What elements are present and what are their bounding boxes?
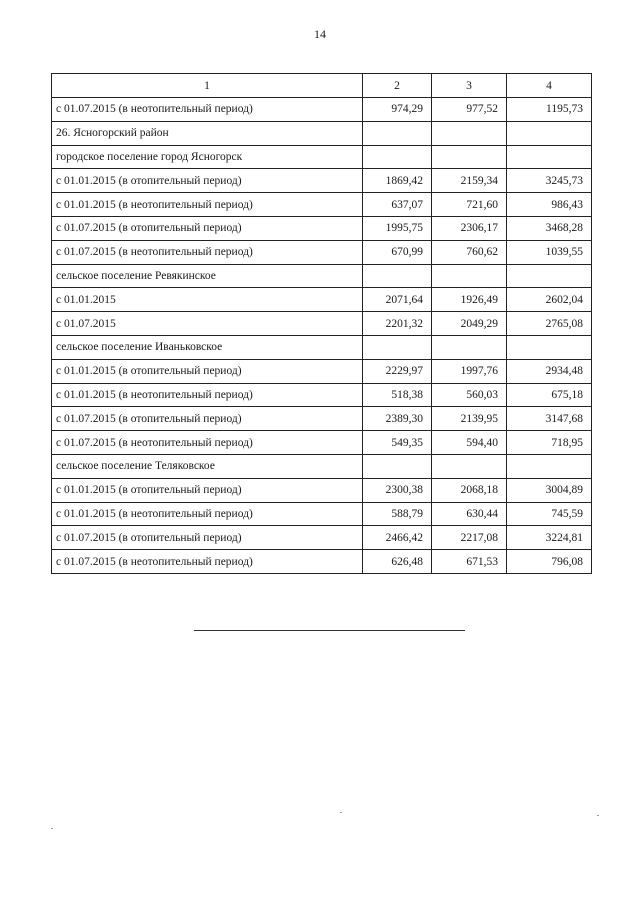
value-cell-col4 [507,335,592,359]
row-label-cell: с 01.07.2015 (в отопительный период) [52,526,363,550]
value-cell-col2: 588,79 [363,502,432,526]
column-header: 3 [432,74,507,98]
value-cell-col3: 2139,95 [432,407,507,431]
table-row [52,169,592,193]
table-row [52,216,592,240]
value-cell-col2: 2389,30 [363,407,432,431]
value-cell-col3: 2049,29 [432,312,507,336]
value-cell-col2 [363,145,432,169]
table-row [52,312,592,336]
table-body [52,98,592,574]
table-row [52,454,592,478]
scan-speck [597,815,599,816]
value-cell-col2: 670,99 [363,240,432,264]
scan-speck [51,828,53,829]
table-row [52,240,592,264]
page-number: 14 [314,27,326,41]
value-cell-col2: 1995,75 [363,216,432,240]
value-cell-col2: 626,48 [363,550,432,574]
row-label-cell: с 01.01.2015 (в отопительный период) [52,478,363,502]
value-cell-col3: 594,40 [432,431,507,455]
row-label-cell: с 01.01.2015 [52,288,363,312]
row-label-cell: с 01.01.2015 (в неотопительный период) [52,502,363,526]
value-cell-col2: 637,07 [363,193,432,217]
row-label-cell: городское поселение город Ясногорск [52,145,363,169]
value-cell-col3 [432,145,507,169]
value-cell-col2: 2229,97 [363,359,432,383]
table-row [52,359,592,383]
row-label-cell: с 01.01.2015 (в отопительный период) [52,359,363,383]
table-header-row [52,74,592,98]
value-cell-col3: 760,62 [432,240,507,264]
value-cell-col2: 2466,42 [363,526,432,550]
value-cell-col3 [432,454,507,478]
row-label-cell: сельское поселение Ревякинское [52,264,363,288]
row-label-cell: с 01.07.2015 (в отопительный период) [52,407,363,431]
row-label-cell: с 01.01.2015 (в отопительный период) [52,169,363,193]
table-row [52,383,592,407]
table-row [52,121,592,145]
table-row [52,407,592,431]
value-cell-col2 [363,454,432,478]
value-cell-col4 [507,145,592,169]
value-cell-col4: 796,08 [507,550,592,574]
value-cell-col4: 986,43 [507,193,592,217]
value-cell-col4: 745,59 [507,502,592,526]
value-cell-col2: 2201,32 [363,312,432,336]
value-cell-col2: 1869,42 [363,169,432,193]
value-cell-col4: 1039,55 [507,240,592,264]
row-label-cell: сельское поселение Иваньковское [52,335,363,359]
table-row [52,431,592,455]
value-cell-col4: 718,95 [507,431,592,455]
row-label-cell: с 01.07.2015 (в неотопительный период) [52,550,363,574]
value-cell-col3 [432,121,507,145]
value-cell-col2 [363,335,432,359]
value-cell-col3: 1926,49 [432,288,507,312]
value-cell-col3 [432,264,507,288]
row-label-cell: с 01.07.2015 (в неотопительный период) [52,98,363,122]
value-cell-col4: 2934,48 [507,359,592,383]
value-cell-col2: 2071,64 [363,288,432,312]
table-row [52,335,592,359]
value-cell-col2 [363,264,432,288]
value-cell-col4 [507,454,592,478]
value-cell-col3: 560,03 [432,383,507,407]
value-cell-col3: 2159,34 [432,169,507,193]
row-label-cell: с 01.07.2015 [52,312,363,336]
value-cell-col3: 630,44 [432,502,507,526]
row-label-cell: с 01.07.2015 (в отопительный период) [52,216,363,240]
value-cell-col3: 721,60 [432,193,507,217]
value-cell-col3: 1997,76 [432,359,507,383]
table-row [52,478,592,502]
row-label-cell: с 01.01.2015 (в неотопительный период) [52,383,363,407]
table-row [52,145,592,169]
value-cell-col3: 977,52 [432,98,507,122]
table-row [52,193,592,217]
value-cell-col4: 3468,28 [507,216,592,240]
table-row [52,526,592,550]
column-header: 4 [507,74,592,98]
row-label-cell: сельское поселение Теляковское [52,454,363,478]
value-cell-col3: 2068,18 [432,478,507,502]
value-cell-col3: 671,53 [432,550,507,574]
value-cell-col2: 518,38 [363,383,432,407]
value-cell-col4: 2765,08 [507,312,592,336]
value-cell-col2: 2300,38 [363,478,432,502]
value-cell-col3: 2217,08 [432,526,507,550]
value-cell-col3: 2306,17 [432,216,507,240]
value-cell-col3 [432,335,507,359]
value-cell-col4: 675,18 [507,383,592,407]
row-label-cell: с 01.07.2015 (в неотопительный период) [52,240,363,264]
value-cell-col2: 549,35 [363,431,432,455]
value-cell-col4: 3224,81 [507,526,592,550]
column-header: 1 [52,74,363,98]
value-cell-col2: 974,29 [363,98,432,122]
table-row [52,288,592,312]
value-cell-col4: 1195,73 [507,98,592,122]
value-cell-col4 [507,264,592,288]
table-row [52,550,592,574]
table-row [52,502,592,526]
value-cell-col4: 3245,73 [507,169,592,193]
row-label-cell: 26. Ясногорский район [52,121,363,145]
row-label-cell: с 01.01.2015 (в неотопительный период) [52,193,363,217]
column-header: 2 [363,74,432,98]
value-cell-col4: 2602,04 [507,288,592,312]
value-cell-col4: 3147,68 [507,407,592,431]
value-cell-col2 [363,121,432,145]
table-row [52,98,592,122]
closing-divider-line [194,630,465,631]
value-cell-col4 [507,121,592,145]
value-cell-col4: 3004,89 [507,478,592,502]
scan-speck [340,812,342,813]
table-row [52,264,592,288]
row-label-cell: с 01.07.2015 (в неотопительный период) [52,431,363,455]
tariff-table [51,73,592,574]
